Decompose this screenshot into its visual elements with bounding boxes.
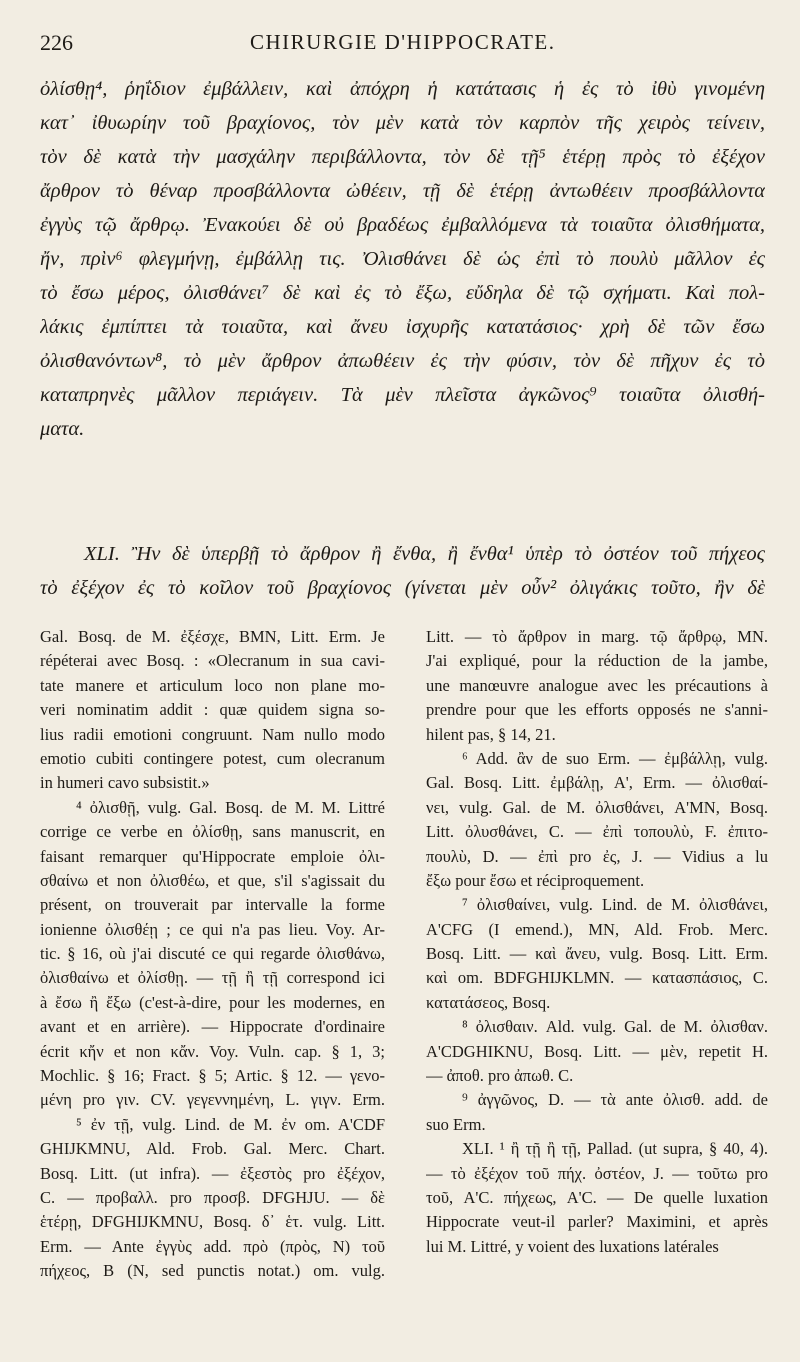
footnote-line: Gal. Bosq. Litt. ἐμβάλῃ, A', Erm. — ὀλισθαί- [426, 773, 768, 793]
section-xli-greek-text [40, 537, 765, 605]
footnotes-right-column [426, 625, 768, 1259]
footnote-line: νει, vulg. Gal. de M. ὀλισθάνει, A'MN, Bosq. [426, 797, 768, 817]
greek-text-line: ἄρθρον τὸ θέναρ προσβάλλοντα ὠθέειν, τῇ δὲ ἑτέρῃ ἀντωθέειν προσβάλλοντα [40, 180, 765, 202]
footnote-line: C. — προβαλλ. pro προσβ. DFGHJU. — δὲ [40, 1187, 385, 1207]
footnote-line: écrit κἤν et non κἄν. Voy. Vuln. cap. § 1, 3; [40, 1041, 385, 1061]
footnote-line: ⁵ ἐν τῇ, vulg. Lind. de M. ἐν om. A'CDF [76, 1114, 385, 1134]
greek-text-line: τὸν δὲ κατὰ τὴν μασχάλην περιβάλλοντα, τὸν δὲ τῇ⁵ ἑτέρῃ πρὸς τὸ ἐξέχον [40, 146, 765, 168]
footnote-line: Gal. Bosq. de M. ἐξέσχε, BMN, Litt. Erm. Je [40, 627, 385, 646]
footnote-line: τοῦ, A'C. πήχεως, A'C. — De quelle luxation [426, 1187, 768, 1207]
page-number: 226 [40, 30, 73, 55]
greek-text-line: ἐγγὺς τῷ ἄρθρῳ. Ἐνακούει δὲ οὐ βραδέως ἐμβαλλόμενα τὰ τοιαῦτα ὀλισθήματα, [40, 214, 765, 236]
greek-text-line: τὸ ἔσω μέρος, ὀλισθάνει⁷ δὲ καὶ ἐς τὸ ἔξω, εὔδηλα δὲ τῷ σχήματι. Καὶ πολ- [40, 282, 765, 304]
footnote-line: πουλὺ, D. — ἐπὶ pro ἐς, J. — Vidius a lu [426, 846, 768, 866]
footnote-line: veri nominatim addit : quæ quidem signa so- [40, 700, 385, 720]
greek-text-line: ὀλισθανόντων⁸, τὸ μὲν ἄρθρον ἀπωθέειν ἐς τὴν φύσιν, τὸν δὲ πῆχυν ἐς τὸ [40, 350, 765, 372]
greek-text-line: τὸ ἐξέχον ἐς τὸ κοῖλον τοῦ βραχίονος (γίνεται μὲν οὖν² ὀλιγάκις τοῦτο, ἢν δὲ [40, 577, 765, 599]
footnote-line: μένη pro γιν. CV. γεγεννημένη, L. γιγν. Erm. [40, 1090, 385, 1110]
footnote-line: A'CDGHIKNU, Bosq. Litt. — μὲν, repetit H. [426, 1041, 768, 1061]
footnote-line: ἑτέρῃ, DFGHIJKMNU, Bosq. δ᾽ ἑτ. vulg. Litt. [40, 1212, 385, 1232]
footnote-line: — ἀποθ. pro ἀπωθ. C. [426, 1066, 574, 1086]
footnote-line: présent, on trouverait par intervalle la forme [40, 895, 385, 915]
footnote-line: ἔξω pour ἔσω et réciproquement. [426, 870, 645, 890]
footnote-line: une manœuvre analogue avec les précautions à [426, 675, 768, 695]
footnote-line: ⁸ ὀλισθαιν. Ald. vulg. Gal. de M. ὀλισθαν. [462, 1017, 768, 1037]
footnotes-left-column [40, 625, 385, 1284]
greek-text-line: XLI. Ἢν δὲ ὑπερβῇ τὸ ἄρθρον ἢ ἔνθα, ἢ ἔνθα¹ ὑπὲρ τὸ ὀστέον τοῦ πήχεος [84, 543, 765, 565]
greek-text-line: λάκις ἐμπίπτει τὰ τοιαῦτα, καὶ ἄνευ ἰσχυρῆς κατατάσιος· χρὴ δὲ τῶν ἔσω [40, 316, 765, 338]
footnote-line: J'ai expliqué, pour la réduction de la jambe, [426, 651, 768, 671]
footnote-line: suo Erm. [426, 1114, 486, 1134]
footnote-line: tic. § 16, où j'ai discuté ce qui regarde ὀλισθάνω, [40, 944, 385, 964]
footnote-line: — τὸ ἐξέχον τοῦ πήχ. ὀστέον, J. — τοῦτω pro [426, 1163, 768, 1183]
greek-text-block [40, 72, 765, 446]
footnote-line: emotio cubiti contingere potest, cum olecranum [40, 748, 385, 768]
footnote-line: πήχεος, B (N, sed punctis notat.) om. vulg. [40, 1261, 385, 1281]
footnote-line: ὀλισθαίνω et ὀλίσθῃ. — τῇ ἢ τῇ correspond ici [40, 968, 385, 988]
footnote-line: tate manere et articulum loco non plane mo- [40, 675, 385, 695]
footnote-line: Bosq. Litt. (ut infra). — ἐξεστὸς pro ἐξέχον, [40, 1163, 385, 1183]
footnote-line: prendre pour que les efforts opposés ne s'anni- [426, 700, 768, 720]
footnote-line: Bosq. Litt. — καὶ ἄνευ, vulg. Bosq. Litt. Erm. [426, 944, 768, 964]
footnote-line: hilent pas, § 14, 21. [426, 724, 556, 744]
footnote-line: avant et en arrière). — Hippocrate d'ordinaire [40, 1017, 385, 1037]
greek-text-line: καταπρηνὲς μᾶλλον περιάγειν. Τὰ μὲν πλεῖστα ἀγκῶνος⁹ τοιαῦτα ὀλισθή- [40, 384, 765, 406]
footnote-line: καὶ om. BDFGHIJKLMN. — κατασπάσιος, C. [426, 968, 768, 988]
greek-text-line: κατ᾽ ἰθυωρίην τοῦ βραχίονος, τὸν μὲν κατὰ τὸν καρπὸν τῆς χειρὸς τείνειν, [40, 112, 765, 134]
greek-text-line: ὀλίσθῃ⁴, ῥηΐδιον ἐμβάλλειν, καὶ ἀπόχρη ἡ κατάτασις ἡ ἐς τὸ ἰθὺ γινομένη [40, 78, 765, 100]
footnote-line: répéterai avec Bosq. : «Olecranum in sua cavi- [40, 651, 385, 671]
footnote-line: ⁴ ὀλισθῇ, vulg. Gal. Bosq. de M. M. Littré [76, 797, 385, 817]
footnote-line: ⁷ ὀλισθαίνει, vulg. Lind. de M. ὀλισθάνει, [462, 895, 768, 915]
footnote-line: lui M. Littré, y voient des luxations latérales [426, 1236, 719, 1256]
footnote-line: Hippocrate veut-il parler? Maximini, et après [426, 1212, 768, 1232]
footnote-line: ⁶ Add. ἂν de suo Erm. — ἐμβάλλῃ, vulg. [462, 748, 768, 768]
footnote-line: Litt. ὀλυσθάνει, C. — ἐπὶ τοπουλὺ, F. ἐπιτο- [426, 822, 768, 842]
footnote-line: Erm. — Ante ἐγγὺς add. πρὸ (πρὸς, N) τοῦ [40, 1236, 385, 1256]
footnote-line: σθαίνω et non ὀλισθέω, et que, s'il s'agissait du [40, 870, 385, 890]
footnote-line: Mochlic. § 16; Fract. § 5; Artic. § 12. — γενο- [40, 1066, 385, 1086]
footnote-line: ⁹ ἀγγῶνος, D. — τὰ ante ὀλισθ. add. de [462, 1090, 768, 1110]
greek-text-line: ἤν, πρὶν⁶ φλεγμήνῃ, ἐμβάλλῃ τις. Ὀλισθάνει δὲ ὡς ἐπὶ τὸ πουλὺ μᾶλλον ἐς [40, 248, 765, 270]
footnote-line: XLI. ¹ ἢ τῇ ἢ τῇ, Pallad. (ut supra, § 40, 4). [462, 1139, 768, 1159]
footnote-line: lius radii emotioni congruunt. Nam nullo modo [40, 724, 385, 744]
footnote-line: Litt. — τὸ ἄρθρον in marg. τῷ ἄρθρῳ, MN. [426, 627, 768, 646]
footnote-line: corrige ce verbe en ὀλίσθῃ, sans manuscrit, en [40, 822, 385, 842]
footnote-line: à ἔσω ἢ ἔξω (c'est-à-dire, pour les modernes, en [40, 992, 385, 1012]
footnote-line: ionienne ὀλισθέῃ ; ce qui n'a pas lieu. Voy. Ar- [40, 919, 385, 939]
running-head: CHIRURGIE D'HIPPOCRATE. [250, 30, 556, 54]
footnote-line: GHIJKMNU, Ald. Frob. Gal. Merc. Chart. [40, 1139, 385, 1159]
greek-text-line: ματα. [40, 418, 85, 440]
footnote-line: faisant remarquer qu'Hippocrate emploie ὀλι- [40, 846, 385, 866]
footnote-line: A'CFG (I emend.), MN, Ald. Frob. Merc. [426, 919, 768, 939]
page-header [40, 30, 770, 60]
footnote-line: in humeri cavo subsistit.» [40, 773, 210, 793]
footnote-line: κατατάσεος, Bosq. [426, 992, 551, 1012]
